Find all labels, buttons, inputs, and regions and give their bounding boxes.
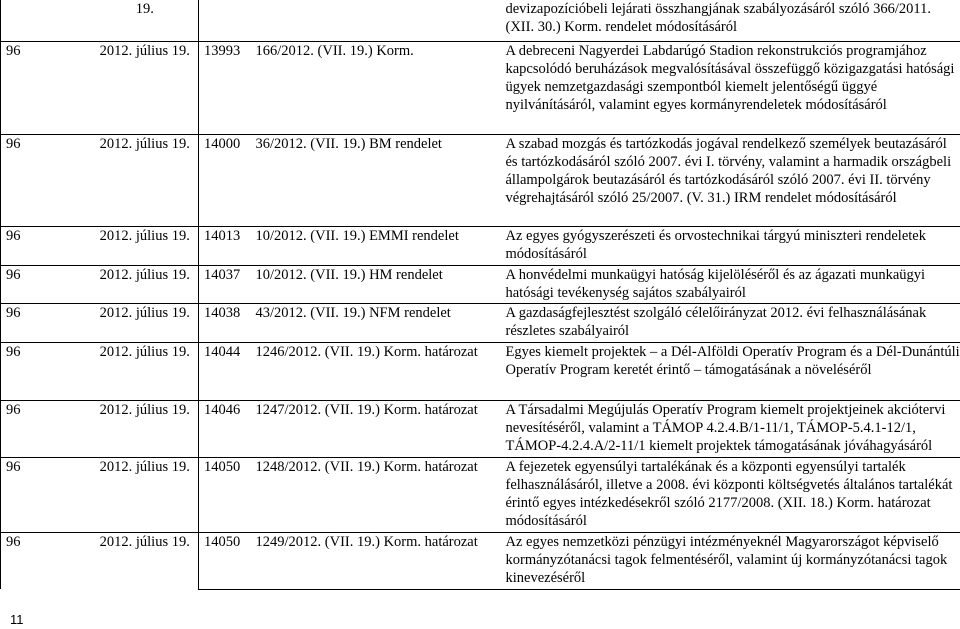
issue-number: 96 — [6, 266, 21, 283]
gazette-table-body — [1, 0, 960, 589]
issue-date: 2012. július 19. — [99, 533, 190, 550]
act-description: A debreceni Nagyerdei Labdarúgó Stadion rekonstrukciós programjához kapcsolódó beruházások megvalósításával összefüggő közigazgatási hatósági ügyek nemzetgazdasági szempontból kiemelt jelentőségű üggyé nyilvánításáról, valamint egyes kormányrendeletek módosításáról — [505, 42, 955, 113]
issue-number: 96 — [6, 135, 21, 152]
issue-date-cell — [87, 303, 199, 342]
page-ref: 14037 — [204, 266, 241, 283]
act-reference-cell — [251, 342, 501, 400]
act-reference-cell — [251, 400, 501, 457]
act-description: A gazdaságfejlesztést szolgáló célelőirányzat 2012. évi felhasználásának részletes szabályairól — [505, 304, 927, 339]
act-reference-cell — [251, 134, 501, 226]
issue-number: 96 — [6, 227, 21, 244]
issue-number: 96 — [6, 304, 21, 321]
page-ref-cell — [199, 342, 251, 400]
act-description-cell — [501, 0, 960, 41]
table-row — [1, 134, 960, 226]
table-row — [1, 0, 960, 41]
act-description-cell — [501, 303, 960, 342]
issue-date-cell — [87, 400, 199, 457]
act-description: Egyes kiemelt projektek – a Dél-Alföldi Operatív Program és a Dél-Dunántúli Operatív Program keretét érintő – támogatásának a növeléséről — [505, 343, 960, 378]
act-reference: 43/2012. (VII. 19.) NFM rendelet — [255, 304, 451, 321]
act-description-cell — [501, 41, 960, 134]
issue-date-cell — [87, 457, 199, 532]
issue-number-cell — [1, 342, 87, 400]
issue-number-cell — [1, 457, 87, 532]
act-description: Az egyes gyógyszerészeti és orvostechnikai tárgyú miniszteri rendeletek módosításáról — [505, 227, 926, 262]
issue-date-cell — [87, 265, 199, 303]
page-ref: 14050 — [204, 458, 241, 475]
act-reference: 1248/2012. (VII. 19.) Korm. határozat — [255, 458, 478, 475]
act-description: A szabad mozgás és tartózkodás jogával rendelkező személyek beutazásáról és tartózkodásáról szóló 2007. évi I. törvény, valamint a harmadik országbeli állampolgárok beutazásáról és tartózkodásáról szóló 2007. évi II. törvény végrehajtásáról szóló 25/2007. (V. 31.) IRM rendelet módosításáról — [505, 135, 952, 206]
act-reference: 166/2012. (VII. 19.) Korm. — [255, 42, 414, 59]
issue-number-cell — [1, 265, 87, 303]
issue-number: 96 — [6, 533, 21, 550]
table-row — [1, 457, 960, 532]
page-ref: 14038 — [204, 304, 241, 321]
issue-date: 2012. július 19. — [99, 304, 190, 321]
act-description-cell — [501, 457, 960, 532]
act-description: A honvédelmi munkaügyi hatóság kijelöléséről és az ágazati munkaügyi hatósági tevékenység sajátos szabályairól — [505, 266, 926, 301]
act-reference-cell — [251, 226, 501, 265]
page-ref: 14046 — [204, 401, 241, 418]
page-ref-cell — [199, 226, 251, 265]
page-ref-cell — [199, 457, 251, 532]
act-description-cell — [501, 226, 960, 265]
issue-number-cell — [1, 41, 87, 134]
act-description: A Társadalmi Megújulás Operatív Program kiemelt projektjeinek akciótervi nevesítéséről, valamint a TÁMOP 4.2.4.B/1-11/1, TÁMOP-5.4.1-12/1, TÁMOP-4.2.4.A/2-11/1 kiemelt projektek támogatásának jóváhagyásáról — [505, 401, 946, 454]
issue-date: 2012. július 19. — [99, 227, 190, 244]
issue-number-cell — [1, 303, 87, 342]
page-ref: 14013 — [204, 227, 241, 244]
act-reference: 10/2012. (VII. 19.) EMMI rendelet — [255, 227, 459, 244]
act-description: Az egyes nemzetközi pénzügyi intézményeknél Magyarországot képviselő kormányzótanácsi tagok felmentéséről, valamint új kormányzótanácsi tagok kinevezéséről — [505, 533, 948, 586]
issue-number-cell — [1, 0, 87, 41]
act-reference-cell — [251, 0, 501, 41]
act-reference-cell — [251, 532, 501, 589]
act-reference-cell — [251, 265, 501, 303]
act-reference: 1246/2012. (VII. 19.) Korm. határozat — [255, 343, 478, 360]
page-ref-cell — [199, 532, 251, 589]
page-ref: 14050 — [204, 533, 241, 550]
issue-number-cell — [1, 226, 87, 265]
act-description-cell — [501, 400, 960, 457]
table-row — [1, 265, 960, 303]
page-ref-cell — [199, 41, 251, 134]
page-ref-cell — [199, 265, 251, 303]
table-row — [1, 342, 960, 400]
page-ref: 14044 — [204, 343, 241, 360]
issue-number-cell — [1, 134, 87, 226]
issue-number: 96 — [6, 343, 21, 360]
act-description-cell — [501, 532, 960, 589]
issue-number-cell — [1, 532, 87, 589]
page-number: 11 — [10, 612, 24, 627]
act-reference-cell — [251, 303, 501, 342]
issue-date-cell — [87, 342, 199, 400]
act-reference: 36/2012. (VII. 19.) BM rendelet — [255, 135, 442, 152]
table-row — [1, 532, 960, 589]
act-reference: 10/2012. (VII. 19.) HM rendelet — [255, 266, 443, 283]
page-ref: 13993 — [204, 42, 241, 59]
issue-number: 96 — [6, 401, 21, 418]
page-ref-cell — [199, 134, 251, 226]
issue-date-cell — [87, 226, 199, 265]
table-row — [1, 41, 960, 134]
issue-date: 2012. július 19. — [99, 458, 190, 475]
act-description: A fejezetek egyensúlyi tartalékának és a központi egyensúlyi tartalék felhasználásáról, illetve a 2008. évi központi költségvetés általános tartalékát érintő egyes intézkedésekről szóló 2177/2008. (XII. 18.) Korm. határozat módosításáról — [505, 458, 953, 529]
act-reference: 1249/2012. (VII. 19.) Korm. határozat — [255, 533, 478, 550]
act-description-cell — [501, 134, 960, 226]
issue-date-cell — [87, 0, 199, 41]
table-row — [1, 303, 960, 342]
page-ref-cell — [199, 303, 251, 342]
issue-date: 19. — [135, 1, 154, 17]
issue-date: 2012. július 19. — [99, 266, 190, 283]
issue-number: 96 — [6, 42, 21, 59]
issue-date-cell — [87, 134, 199, 226]
table-row — [1, 400, 960, 457]
page-ref-cell — [199, 0, 251, 41]
issue-date: 2012. július 19. — [99, 401, 190, 418]
act-reference: 1247/2012. (VII. 19.) Korm. határozat — [255, 401, 478, 418]
page-ref: 14000 — [204, 135, 241, 152]
issue-date: 2012. július 19. — [99, 135, 190, 152]
issue-date: 2012. július 19. — [99, 42, 190, 59]
issue-date: 2012. július 19. — [99, 343, 190, 360]
act-description: devizapozícióbeli lejárati összhangjának szabályozásáról szóló 366/2011. (XII. 30.) Korm. rendelet módosításáról — [505, 1, 931, 35]
issue-date-cell — [87, 41, 199, 134]
issue-date-cell — [87, 532, 199, 589]
act-reference-cell — [251, 41, 501, 134]
issue-number: 96 — [6, 458, 21, 475]
page-ref-cell — [199, 400, 251, 457]
act-description-cell — [501, 342, 960, 400]
issue-number-cell — [1, 400, 87, 457]
act-description-cell — [501, 265, 960, 303]
table-row — [1, 226, 960, 265]
act-reference-cell — [251, 457, 501, 532]
